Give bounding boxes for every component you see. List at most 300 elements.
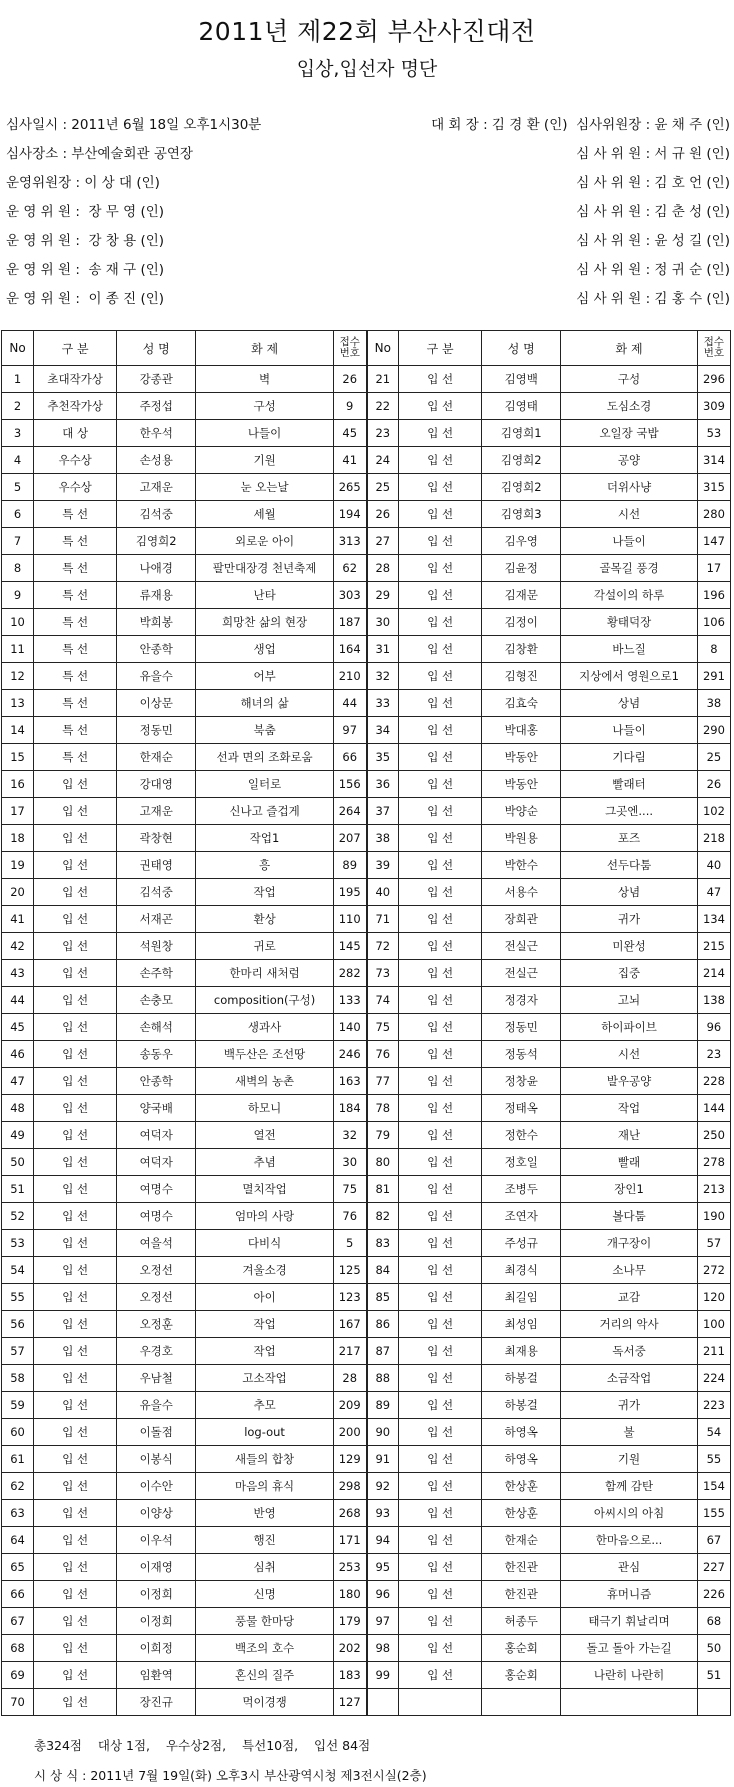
cell-title: 새들의 합창 xyxy=(196,1446,334,1473)
cell-category: 입 선 xyxy=(34,960,117,987)
cell-category: 입 선 xyxy=(399,933,482,960)
table-row xyxy=(2,1041,731,1068)
table-row xyxy=(2,1257,731,1284)
cell-no: 47 xyxy=(2,1068,34,1095)
cell-name: 이상문 xyxy=(117,690,196,717)
table-row xyxy=(2,825,731,852)
cell-entry-number: 155 xyxy=(697,1500,730,1527)
cell-title: 눈 오는날 xyxy=(196,474,334,501)
cell-entry-number: 211 xyxy=(697,1338,730,1365)
cell-entry-number: 156 xyxy=(333,771,366,798)
cell-no: 63 xyxy=(2,1500,34,1527)
cell-no: 20 xyxy=(2,879,34,906)
cell-no: 74 xyxy=(367,987,399,1014)
cell-category: 입 선 xyxy=(399,1662,482,1689)
cell-entry-number: 51 xyxy=(697,1662,730,1689)
cell-title: 나들이 xyxy=(561,528,698,555)
cell-title: 미완성 xyxy=(561,933,698,960)
cell-entry-number: 194 xyxy=(333,501,366,528)
cell-name: 장희관 xyxy=(482,906,561,933)
cell-entry-number: 120 xyxy=(697,1284,730,1311)
cell-category: 입 선 xyxy=(34,1203,117,1230)
cell-name: 전실근 xyxy=(482,960,561,987)
cell-category: 특 선 xyxy=(34,582,117,609)
cell-title: 재난 xyxy=(561,1122,698,1149)
cell-title: 추모 xyxy=(196,1392,334,1419)
cell-title: 심취 xyxy=(196,1554,334,1581)
cell-title: 하모니 xyxy=(196,1095,334,1122)
cell-entry-number: 100 xyxy=(697,1311,730,1338)
table-row xyxy=(2,771,731,798)
cell-category: 입 선 xyxy=(34,1500,117,1527)
cell-entry-number: 291 xyxy=(697,663,730,690)
table-row xyxy=(2,690,731,717)
cell-category: 입 선 xyxy=(399,744,482,771)
cell-entry-number: 41 xyxy=(333,447,366,474)
cell-no: 80 xyxy=(367,1149,399,1176)
table-row xyxy=(2,1608,731,1635)
table-row xyxy=(2,1068,731,1095)
cell-category: 입 선 xyxy=(399,1311,482,1338)
cell-no: 61 xyxy=(2,1446,34,1473)
cell-category: 입 선 xyxy=(399,1581,482,1608)
info-left: 운 영 위 원 : 장 무 영 (인) xyxy=(6,204,165,220)
cell-category: 입 선 xyxy=(34,1122,117,1149)
cell-entry-number: 32 xyxy=(333,1122,366,1149)
cell-entry-number: 57 xyxy=(697,1230,730,1257)
cell-category: 입 선 xyxy=(34,1149,117,1176)
cell-title: 그곳엔.... xyxy=(561,798,698,825)
cell-title: 귀가 xyxy=(561,906,698,933)
cell-entry-number: 89 xyxy=(333,852,366,879)
cell-no: 17 xyxy=(2,798,34,825)
cell-no: 58 xyxy=(2,1365,34,1392)
cell-entry-number: 290 xyxy=(697,717,730,744)
cell-name: 박한수 xyxy=(482,852,561,879)
table-row xyxy=(2,906,731,933)
cell-name: 이양상 xyxy=(117,1500,196,1527)
cell-entry-number: 202 xyxy=(333,1635,366,1662)
cell-entry-number: 227 xyxy=(697,1554,730,1581)
cell-title: log-out xyxy=(196,1419,334,1446)
cell-no: 96 xyxy=(367,1581,399,1608)
table-row xyxy=(2,960,731,987)
cell-no: 83 xyxy=(367,1230,399,1257)
cell-title: 교감 xyxy=(561,1284,698,1311)
cell-no: 13 xyxy=(2,690,34,717)
cell-entry-number: 250 xyxy=(697,1122,730,1149)
cell-name: 김효숙 xyxy=(482,690,561,717)
cell-no: 95 xyxy=(367,1554,399,1581)
cell-name: 손해석 xyxy=(117,1014,196,1041)
cell-entry-number: 179 xyxy=(333,1608,366,1635)
cell-no: 11 xyxy=(2,636,34,663)
cell-name: 박대홍 xyxy=(482,717,561,744)
cell-no: 90 xyxy=(367,1419,399,1446)
info-right: 심 사 위 원 : 정 귀 순 (인) xyxy=(576,262,730,278)
info-line xyxy=(0,142,734,164)
table-row xyxy=(2,1554,731,1581)
cell-no: 57 xyxy=(2,1338,34,1365)
cell-no: 84 xyxy=(367,1257,399,1284)
cell-entry-number: 96 xyxy=(697,1014,730,1041)
cell-name: 우경호 xyxy=(117,1338,196,1365)
cell-entry-number: 195 xyxy=(333,879,366,906)
cell-category: 대 상 xyxy=(34,420,117,447)
cell-name: 곽창현 xyxy=(117,825,196,852)
cell-entry-number xyxy=(697,1689,730,1716)
cell-entry-number: 40 xyxy=(697,852,730,879)
cell-name: 여을석 xyxy=(117,1230,196,1257)
table-row xyxy=(2,987,731,1014)
cell-name: 류재용 xyxy=(117,582,196,609)
cell-title: 장인1 xyxy=(561,1176,698,1203)
cell-category: 입 선 xyxy=(399,1284,482,1311)
cell-name: 박동안 xyxy=(482,744,561,771)
cell-entry-number: 223 xyxy=(697,1392,730,1419)
info-right: 대 회 장 : 김 경 환 (인) 심사위원장 : 윤 채 주 (인) xyxy=(431,117,730,133)
cell-no: 55 xyxy=(2,1284,34,1311)
table-row xyxy=(2,1122,731,1149)
cell-entry-number: 209 xyxy=(333,1392,366,1419)
header-entry-number: 접수 번호 xyxy=(333,331,366,366)
cell-no: 4 xyxy=(2,447,34,474)
cell-no: 42 xyxy=(2,933,34,960)
cell-title: 불 xyxy=(561,1419,698,1446)
cell-category: 입 선 xyxy=(34,933,117,960)
cell-name: 이돌점 xyxy=(117,1419,196,1446)
cell-category: 입 선 xyxy=(34,771,117,798)
header-no: No xyxy=(367,331,399,366)
cell-no: 92 xyxy=(367,1473,399,1500)
cell-entry-number: 30 xyxy=(333,1149,366,1176)
cell-no: 32 xyxy=(367,663,399,690)
cell-title: 태극기 휘날리며 xyxy=(561,1608,698,1635)
table-row xyxy=(2,555,731,582)
cell-entry-number: 8 xyxy=(697,636,730,663)
cell-category: 입 선 xyxy=(34,1176,117,1203)
cell-title: 집중 xyxy=(561,960,698,987)
table-row xyxy=(2,528,731,555)
cell-no: 36 xyxy=(367,771,399,798)
cell-name: 정경자 xyxy=(482,987,561,1014)
info-line xyxy=(0,229,734,251)
cell-name: 조연자 xyxy=(482,1203,561,1230)
cell-name: 손충모 xyxy=(117,987,196,1014)
cell-entry-number: 214 xyxy=(697,960,730,987)
cell-category: 입 선 xyxy=(399,1257,482,1284)
cell-name: 한재순 xyxy=(482,1527,561,1554)
cell-name: 김창환 xyxy=(482,636,561,663)
cell-name: 이수안 xyxy=(117,1473,196,1500)
cell-category: 입 선 xyxy=(399,1041,482,1068)
cell-no: 73 xyxy=(367,960,399,987)
cell-category: 입 선 xyxy=(399,1554,482,1581)
info-left: 심사장소 : 부산예술회관 공연장 xyxy=(6,146,193,162)
cell-category: 입 선 xyxy=(34,1365,117,1392)
header-name: 성 명 xyxy=(482,331,561,366)
cell-category: 입 선 xyxy=(399,1203,482,1230)
cell-name: 김재문 xyxy=(482,582,561,609)
cell-name: 이정희 xyxy=(117,1581,196,1608)
cell-title: composition(구성) xyxy=(196,987,334,1014)
cell-entry-number: 134 xyxy=(697,906,730,933)
cell-name: 최길임 xyxy=(482,1284,561,1311)
cell-name: 여덕자 xyxy=(117,1122,196,1149)
info-left: 운영위원장 : 이 상 대 (인) xyxy=(6,175,160,191)
cell-no: 27 xyxy=(367,528,399,555)
cell-no: 56 xyxy=(2,1311,34,1338)
cell-category: 입 선 xyxy=(399,1149,482,1176)
cell-category: 입 선 xyxy=(399,852,482,879)
cell-title: 발우공양 xyxy=(561,1068,698,1095)
cell-no: 79 xyxy=(367,1122,399,1149)
cell-entry-number: 315 xyxy=(697,474,730,501)
cell-title: 아이 xyxy=(196,1284,334,1311)
cell-entry-number: 282 xyxy=(333,960,366,987)
cell-category: 입 선 xyxy=(34,1284,117,1311)
cell-name: 석원창 xyxy=(117,933,196,960)
table-row xyxy=(2,1095,731,1122)
cell-name: 김석중 xyxy=(117,879,196,906)
cell-category: 입 선 xyxy=(34,1473,117,1500)
cell-no: 8 xyxy=(2,555,34,582)
cell-category: 입 선 xyxy=(399,1500,482,1527)
header-title: 화 제 xyxy=(196,331,334,366)
cell-name: 주정섭 xyxy=(117,393,196,420)
cell-name: 정동민 xyxy=(117,717,196,744)
cell-no: 99 xyxy=(367,1662,399,1689)
cell-name: 박양순 xyxy=(482,798,561,825)
cell-title: 겨울소경 xyxy=(196,1257,334,1284)
cell-category: 입 선 xyxy=(34,1338,117,1365)
cell-category: 입 선 xyxy=(399,474,482,501)
table-row xyxy=(2,933,731,960)
cell-title: 마음의 휴식 xyxy=(196,1473,334,1500)
cell-entry-number: 17 xyxy=(697,555,730,582)
cell-title xyxy=(561,1689,698,1716)
cell-name: 나애경 xyxy=(117,555,196,582)
cell-category: 특 선 xyxy=(34,555,117,582)
table-row xyxy=(2,663,731,690)
cell-title: 상념 xyxy=(561,879,698,906)
cell-entry-number: 190 xyxy=(697,1203,730,1230)
cell-category: 입 선 xyxy=(399,1446,482,1473)
cell-name: 정동석 xyxy=(482,1041,561,1068)
cell-entry-number: 125 xyxy=(333,1257,366,1284)
cell-category: 입 선 xyxy=(399,420,482,447)
cell-name: 하영옥 xyxy=(482,1419,561,1446)
cell-no: 1 xyxy=(2,366,34,393)
cell-name: 김영희2 xyxy=(482,447,561,474)
cell-no: 24 xyxy=(367,447,399,474)
cell-category: 입 선 xyxy=(34,1392,117,1419)
cell-category: 입 선 xyxy=(399,582,482,609)
header-name: 성 명 xyxy=(117,331,196,366)
cell-title: 추념 xyxy=(196,1149,334,1176)
cell-no: 34 xyxy=(367,717,399,744)
cell-no: 46 xyxy=(2,1041,34,1068)
cell-entry-number: 97 xyxy=(333,717,366,744)
cell-name: 김윤정 xyxy=(482,555,561,582)
ceremony-info: 시 상 식 : 2011년 7월 19일(화) 오후3시 부산광역시청 제3전시실(2층) xyxy=(34,1768,427,1783)
cell-no: 2 xyxy=(2,393,34,420)
cell-entry-number: 110 xyxy=(333,906,366,933)
cell-entry-number: 246 xyxy=(333,1041,366,1068)
cell-category: 입 선 xyxy=(34,798,117,825)
cell-category: 입 선 xyxy=(34,852,117,879)
table-row xyxy=(2,1419,731,1446)
cell-category: 입 선 xyxy=(399,1527,482,1554)
table-row xyxy=(2,582,731,609)
table-row xyxy=(2,1149,731,1176)
cell-entry-number: 268 xyxy=(333,1500,366,1527)
cell-entry-number: 303 xyxy=(333,582,366,609)
cell-name: 박희봉 xyxy=(117,609,196,636)
cell-category: 입 선 xyxy=(399,1392,482,1419)
cell-name: 조병두 xyxy=(482,1176,561,1203)
table-row xyxy=(2,1473,731,1500)
cell-no: 50 xyxy=(2,1149,34,1176)
cell-category: 입 선 xyxy=(399,447,482,474)
cell-entry-number: 167 xyxy=(333,1311,366,1338)
info-left: 운 영 위 원 : 강 창 용 (인) xyxy=(6,233,165,249)
cell-name: 한재순 xyxy=(117,744,196,771)
cell-title: 백조의 호수 xyxy=(196,1635,334,1662)
cell-title: 소금작업 xyxy=(561,1365,698,1392)
cell-entry-number: 9 xyxy=(333,393,366,420)
cell-name: 김영백 xyxy=(482,366,561,393)
cell-no: 66 xyxy=(2,1581,34,1608)
cell-name: 정한수 xyxy=(482,1122,561,1149)
cell-no: 19 xyxy=(2,852,34,879)
cell-title: 외로운 아이 xyxy=(196,528,334,555)
cell-name: 김영태 xyxy=(482,393,561,420)
table-row xyxy=(2,636,731,663)
table-row xyxy=(2,1527,731,1554)
cell-entry-number: 44 xyxy=(333,690,366,717)
cell-title: 고뇌 xyxy=(561,987,698,1014)
cell-category: 입 선 xyxy=(399,1122,482,1149)
cell-no: 78 xyxy=(367,1095,399,1122)
cell-category: 입 선 xyxy=(399,825,482,852)
cell-title: 행진 xyxy=(196,1527,334,1554)
cell-title: 백두산은 조선땅 xyxy=(196,1041,334,1068)
cell-entry-number: 26 xyxy=(697,771,730,798)
cell-no: 30 xyxy=(367,609,399,636)
cell-category xyxy=(399,1689,482,1716)
cell-entry-number: 226 xyxy=(697,1581,730,1608)
cell-category: 입 선 xyxy=(399,771,482,798)
table-row xyxy=(2,1014,731,1041)
cell-name: 장진규 xyxy=(117,1689,196,1716)
cell-no: 10 xyxy=(2,609,34,636)
cell-no: 5 xyxy=(2,474,34,501)
cell-title: 나란히 나란히 xyxy=(561,1662,698,1689)
cell-title: 하이파이브 xyxy=(561,1014,698,1041)
cell-no: 15 xyxy=(2,744,34,771)
cell-title: 생업 xyxy=(196,636,334,663)
info-left: 운 영 위 원 : 송 재 구 (인) xyxy=(6,262,165,278)
cell-no: 41 xyxy=(2,906,34,933)
cell-category: 입 선 xyxy=(399,1419,482,1446)
cell-category: 입 선 xyxy=(34,1608,117,1635)
table-row xyxy=(2,744,731,771)
cell-title: 관심 xyxy=(561,1554,698,1581)
cell-no: 39 xyxy=(367,852,399,879)
cell-title: 선두다툼 xyxy=(561,852,698,879)
cell-entry-number: 53 xyxy=(697,420,730,447)
cell-entry-number: 183 xyxy=(333,1662,366,1689)
info-right: 심 사 위 원 : 서 규 원 (인) xyxy=(576,146,730,162)
cell-category: 입 선 xyxy=(399,1176,482,1203)
cell-no: 23 xyxy=(367,420,399,447)
cell-name: 허종두 xyxy=(482,1608,561,1635)
cell-no: 45 xyxy=(2,1014,34,1041)
cell-name: 양국배 xyxy=(117,1095,196,1122)
cell-entry-number: 207 xyxy=(333,825,366,852)
cell-title: 독서중 xyxy=(561,1338,698,1365)
cell-entry-number: 140 xyxy=(333,1014,366,1041)
cell-title: 귀로 xyxy=(196,933,334,960)
cell-title: 포즈 xyxy=(561,825,698,852)
cell-title: 휴머니즘 xyxy=(561,1581,698,1608)
table-row xyxy=(2,1635,731,1662)
cell-no: 31 xyxy=(367,636,399,663)
page-subtitle: 입상,입선자 명단 xyxy=(296,58,438,80)
cell-entry-number: 45 xyxy=(333,420,366,447)
cell-title: 귀가 xyxy=(561,1392,698,1419)
cell-category: 특 선 xyxy=(34,528,117,555)
cell-category: 특 선 xyxy=(34,636,117,663)
cell-title: 각설이의 하루 xyxy=(561,582,698,609)
cell-title: 시선 xyxy=(561,501,698,528)
cell-name: 이재영 xyxy=(117,1554,196,1581)
cell-entry-number: 62 xyxy=(333,555,366,582)
cell-no: 60 xyxy=(2,1419,34,1446)
cell-no: 51 xyxy=(2,1176,34,1203)
cell-title: 기원 xyxy=(196,447,334,474)
info-left: 운 영 위 원 : 이 종 진 (인) xyxy=(6,291,165,307)
info-right: 심 사 위 원 : 김 호 언 (인) xyxy=(576,175,730,191)
cell-name: 한진관 xyxy=(482,1554,561,1581)
table-row xyxy=(2,609,731,636)
cell-category: 입 선 xyxy=(34,1257,117,1284)
cell-name: 서용수 xyxy=(482,879,561,906)
cell-name: 오정선 xyxy=(117,1284,196,1311)
table-row xyxy=(2,798,731,825)
cell-category: 입 선 xyxy=(34,825,117,852)
cell-category: 입 선 xyxy=(34,1554,117,1581)
cell-name: 전실근 xyxy=(482,933,561,960)
cell-entry-number: 66 xyxy=(333,744,366,771)
cell-name: 손주학 xyxy=(117,960,196,987)
table-row xyxy=(2,447,731,474)
cell-title: 혼신의 질주 xyxy=(196,1662,334,1689)
cell-category: 입 선 xyxy=(399,528,482,555)
cell-title: 먹이경쟁 xyxy=(196,1689,334,1716)
info-right: 심 사 위 원 : 김 홍 수 (인) xyxy=(576,291,730,307)
info-right: 심 사 위 원 : 윤 성 길 (인) xyxy=(576,233,730,249)
cell-name: 하영옥 xyxy=(482,1446,561,1473)
cell-title: 멸치작업 xyxy=(196,1176,334,1203)
cell-title: 지상에서 영원으로1 xyxy=(561,663,698,690)
cell-category: 입 선 xyxy=(34,1689,117,1716)
cell-entry-number: 217 xyxy=(333,1338,366,1365)
cell-no: 72 xyxy=(367,933,399,960)
cell-no: 87 xyxy=(367,1338,399,1365)
cell-category: 특 선 xyxy=(34,690,117,717)
